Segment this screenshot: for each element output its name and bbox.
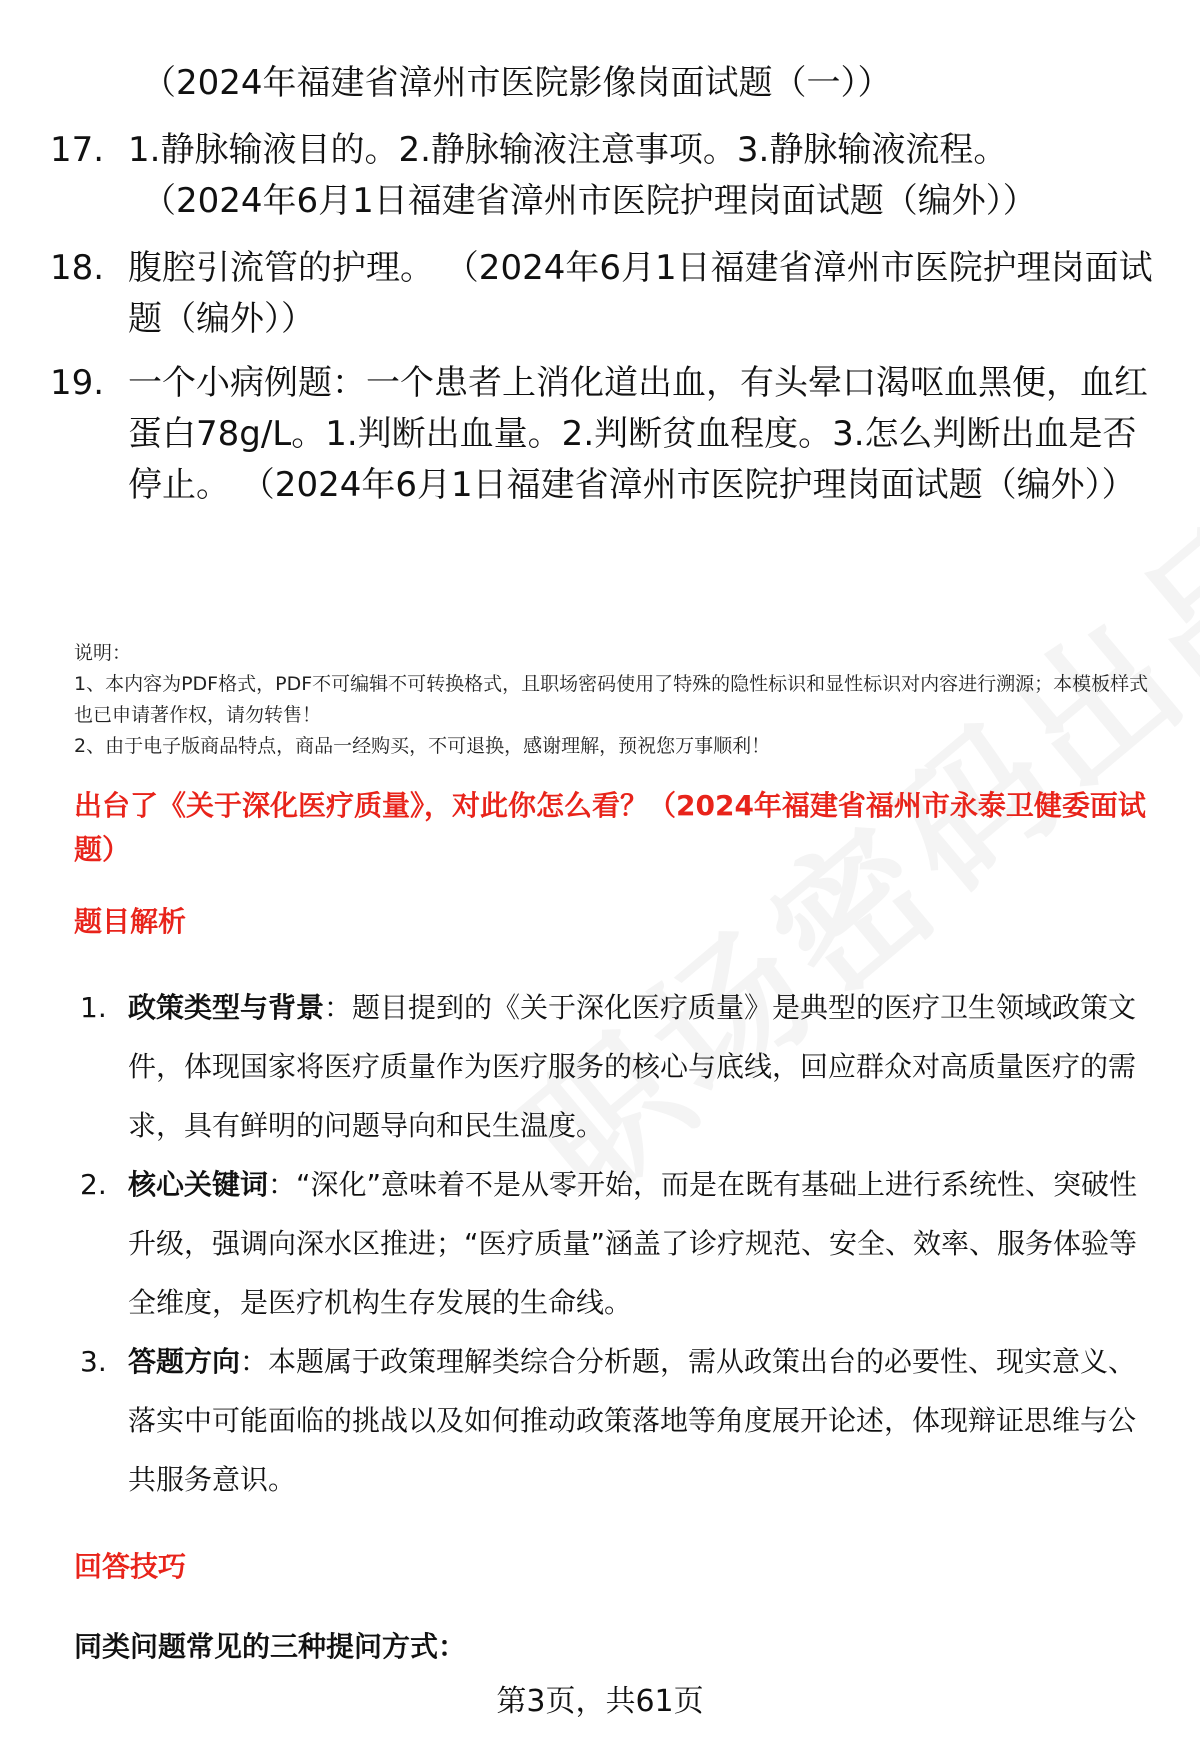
analysis-label: 政策类型与背景 <box>128 991 325 1024</box>
analysis-item <box>80 1332 1160 1509</box>
question-text: 一个小病例题：一个患者上消化道出血，有头晕口渴呕血黑便，血红蛋白78g/L。1.判断出血量。2.判断贫血程度。3.怎么判断出血是否停止。 （2024年6月1日福建省漳州市医院护理岗面试题（编外）） <box>128 363 1148 505</box>
analysis-number: 1. <box>80 991 107 1024</box>
common-heading: 同类问题常见的三种提问方式： <box>74 1630 467 1663</box>
question-text: 1.静脉输液目的。2.静脉输液注意事项。3.静脉输液流程。 <box>128 130 1008 170</box>
analysis-number: 3. <box>80 1345 107 1378</box>
analysis-item <box>80 978 1160 1155</box>
analysis-text: ：本题属于政策理解类综合分析题，需从政策出台的必要性、现实意义、落实中可能面临的挑战以及如何推动政策落地等角度展开论述，体现辩证思维与公共服务意识。 <box>128 1345 1137 1496</box>
question-text: 腹腔引流管的护理。 （2024年6月1日福建省漳州市医院护理岗面试题（编外）） <box>128 248 1153 339</box>
question-number: 19. <box>50 363 105 403</box>
question-source: （2024年6月1日福建省漳州市医院护理岗面试题（编外）） <box>142 181 1037 221</box>
question-18 <box>50 243 1160 345</box>
analysis-heading: 题目解析 <box>74 905 187 938</box>
analysis-list <box>80 978 1160 1509</box>
question-19 <box>50 358 1160 511</box>
notes-line-1: 1、本内容为PDF格式，PDF不可编辑不可转换格式，且职场密码使用了特殊的隐性标识和显性标识对内容进行溯源；本模板样式也已申请著作权，请勿转售！ <box>74 673 1149 726</box>
analysis-text: ：“深化”意味着不是从零开始，而是在既有基础上进行系统性、突破性升级，强调向深水区推进；“医疗质量”涵盖了诊疗规范、安全、效率、服务体验等全维度，是医疗机构生存发展的生命线。 <box>128 1168 1138 1319</box>
page-footer: 第3页，共61页 <box>496 1684 704 1719</box>
analysis-label: 核心关键词 <box>128 1168 269 1201</box>
analysis-text: ：题目提到的《关于深化医疗质量》是典型的医疗卫生领域政策文件，体现国家将医疗质量作为医疗服务的核心与底线，回应群众对高质量医疗的需求，具有鲜明的问题导向和民生温度。 <box>128 991 1137 1142</box>
question-number: 17. <box>50 130 105 170</box>
main-question: 出台了《关于深化医疗质量》，对此你怎么看？（2024年福建省福州市永泰卫健委面试题） <box>74 789 1146 866</box>
question-17 <box>50 125 1160 227</box>
continued-source: （2024年福建省漳州市医院影像岗面试题（一）） <box>142 63 892 103</box>
notes-line-2: 2、由于电子版商品特点，商品一经购买，不可退换，感谢理解，预祝您万事顺利！ <box>74 735 771 757</box>
analysis-label: 答题方向 <box>128 1345 241 1378</box>
tips-heading: 回答技巧 <box>74 1550 187 1583</box>
notes <box>74 638 1164 762</box>
analysis-number: 2. <box>80 1168 107 1201</box>
notes-title: 说明： <box>74 642 132 664</box>
analysis-item <box>80 1155 1160 1332</box>
question-number: 18. <box>50 248 105 288</box>
